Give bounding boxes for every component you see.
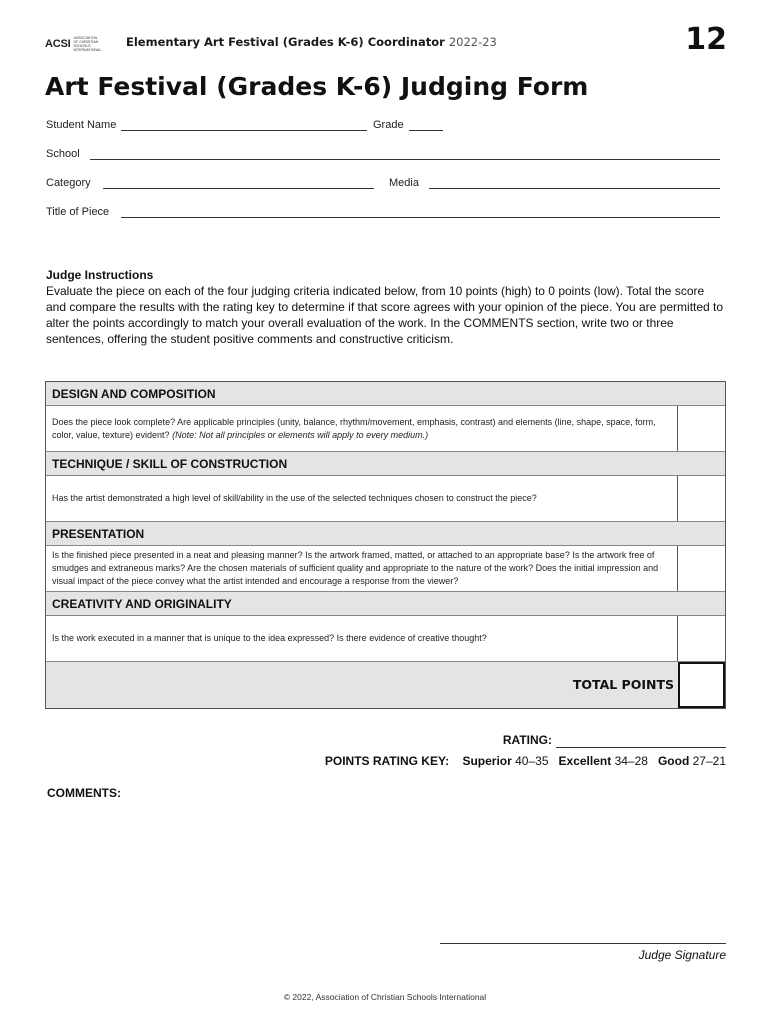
presentation-score-box[interactable]	[678, 546, 725, 591]
category-field[interactable]	[103, 188, 374, 189]
criterion-row	[46, 476, 725, 522]
media-field[interactable]	[429, 188, 720, 189]
total-points-label: TOTAL POINTS	[572, 677, 674, 692]
grade-label: Grade	[373, 119, 404, 131]
instructions-text: Evaluate the piece on each of the four judging criteria indicated below, from 10 points (high) to 0 points (low). Total the score and compare the results with the rating key to determine if that score agrees with your opinion of the piece. You are permitted to alter the points accordingly to match your overall evaluation of the work. In the COMMENTS section, write two or three sentences, offering the student positive comments and constructive criticism.	[46, 284, 724, 346]
student-name-field[interactable]	[121, 130, 367, 131]
logo-subtext: ASSOCIATION OF CHRISTIAN SCHOOLS INTERNATIONAL	[73, 36, 102, 52]
criterion-description: Has the artist demonstrated a high level of skill/ability in the use of the selected techniques chosen to construct the piece?	[46, 476, 678, 521]
header-title	[126, 35, 497, 49]
design-score-box[interactable]	[678, 406, 725, 451]
student-name-label: Student Name	[46, 119, 117, 131]
acsi-logo	[45, 36, 102, 52]
judge-signature-field[interactable]	[440, 943, 726, 944]
total-row	[46, 662, 725, 708]
criterion-heading: PRESENTATION	[46, 522, 725, 546]
school-field[interactable]	[90, 159, 720, 160]
title-of-piece-field[interactable]	[121, 217, 720, 218]
criterion-heading: TECHNIQUE / SKILL OF CONSTRUCTION	[46, 452, 725, 476]
criterion-description	[46, 406, 678, 451]
total-points-box[interactable]	[678, 662, 725, 708]
superior-range: 40–35	[515, 754, 549, 768]
good-range: 27–21	[692, 754, 726, 768]
title-of-piece-label: Title of Piece	[46, 206, 110, 218]
excellent-range: 34–28	[614, 754, 648, 768]
judge-instructions	[46, 267, 726, 347]
page-header	[45, 22, 727, 58]
school-label: School	[46, 148, 80, 160]
criterion-row	[46, 406, 725, 452]
form-title: Art Festival (Grades K-6) Judging Form	[45, 72, 589, 101]
media-label: Media	[389, 177, 419, 189]
criteria-table	[45, 381, 726, 709]
criterion-description: Is the work executed in a manner that is unique to the idea expressed? Is there evidence of creative thought?	[46, 616, 678, 661]
good-label: Good	[657, 754, 690, 768]
criterion-heading: CREATIVITY AND ORIGINALITY	[46, 592, 725, 616]
logo-text: ACSI	[45, 38, 71, 50]
rating	[503, 733, 726, 748]
page-number: 12	[685, 22, 727, 57]
creativity-score-box[interactable]	[678, 616, 725, 661]
criterion-row	[46, 616, 725, 662]
header-year: 2022-23	[448, 35, 497, 49]
judge-signature-label: Judge Signature	[638, 948, 726, 962]
copyright-footer: © 2022, Association of Christian Schools International	[283, 992, 487, 1002]
criterion-heading: DESIGN AND COMPOSITION	[46, 382, 725, 406]
comments-label: COMMENTS:	[47, 786, 121, 800]
superior-label: Superior	[462, 754, 512, 768]
instructions-heading: Judge Instructions	[46, 268, 154, 282]
rating-key-label: POINTS RATING KEY:	[324, 754, 450, 768]
criterion-description: Is the finished piece presented in a neat and pleasing manner? Is the artwork framed, matted, or attached to an appropriate base? Is the artwork free of smudges and extraneous marks? Are the chosen materials of sufficient quality and appropriate to the nature of the work? Does the initial impression and visual impact of the piece convey what the artist intended and encourage a response from the viewer?	[46, 546, 678, 591]
criterion-row	[46, 546, 725, 592]
excellent-label: Excellent	[558, 754, 612, 768]
criterion-description-text: Does the piece look complete? Are applicable principles (unity, balance, rhythm/movement, emphasis, contrast) and elements (line, shape, space, form, color, value, texture) evident?	[52, 416, 656, 440]
criterion-note: (Note: Not all principles or elements will apply to every medium.)	[172, 429, 429, 440]
rating-label: RATING:	[502, 733, 552, 747]
points-rating-key	[325, 754, 726, 768]
technique-score-box[interactable]	[678, 476, 725, 521]
header-title-text: Elementary Art Festival (Grades K-6) Coordinator	[126, 35, 445, 49]
grade-field[interactable]	[409, 130, 443, 131]
category-label: Category	[46, 177, 91, 189]
rating-field[interactable]	[556, 733, 726, 748]
